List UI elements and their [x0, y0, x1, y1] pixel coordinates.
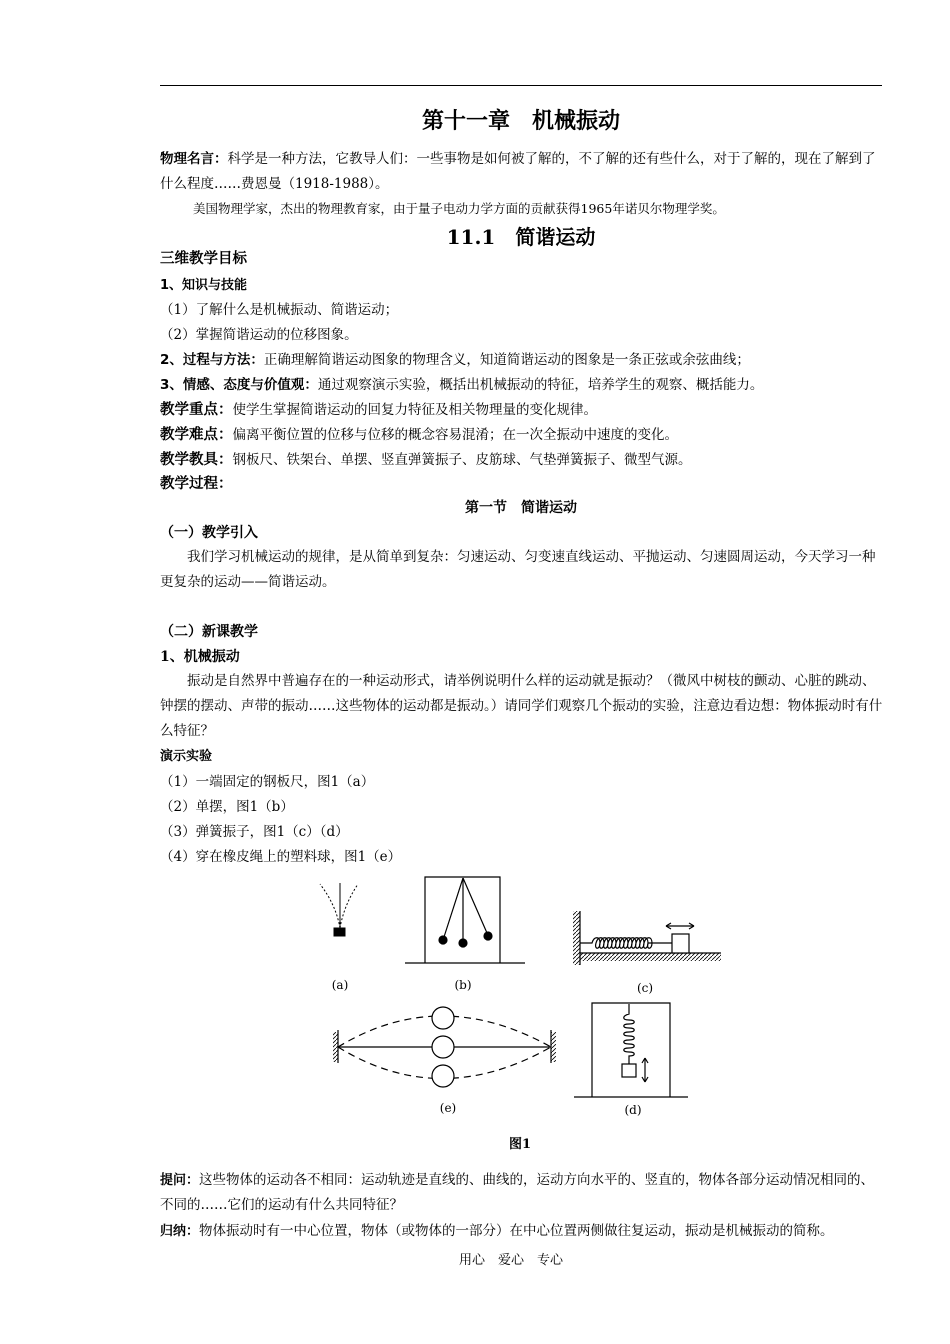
section-title: 11.1 简谐运动	[446, 225, 596, 249]
figure-b-pendulum	[405, 877, 525, 963]
quote-label: 物理名言：	[160, 151, 228, 167]
figure-c-horizontal-spring	[573, 911, 721, 965]
intro-heading: （一）教学引入	[160, 525, 258, 541]
summary-text: 物体振动时有一中心位置，物体（或物体的一部分）在中心位置两侧做往复运动，振动是机械振动的简称。	[199, 1223, 834, 1239]
demo-item-2: （2）单摆，图1（b）	[160, 799, 294, 815]
mech-vibration-heading: 1、机械振动	[160, 649, 240, 665]
teaching-key-text: 使学生掌握简谐运动的回复力特征及相关物理量的变化规律。	[232, 402, 597, 418]
emotion-goal-text: 通过观察演示实验，概括出机械振动的特征，培养学生的观察、概括能力。	[317, 377, 764, 393]
quote-text: 科学是一种方法，它教导人们：一些事物是如何被了解的，不了解的还有些什么，对于了解的，现在了解到了什么程度……费恩曼（1918-1988）。	[160, 151, 876, 192]
goal-item-1: （1）了解什么是机械振动、简谐运动；	[160, 302, 399, 318]
page-footer: 用心 爱心 专心	[458, 1253, 563, 1268]
teaching-process-heading: 教学过程：	[160, 475, 233, 492]
process-goal-label: 2、过程与方法：	[160, 352, 264, 368]
summary-label: 归纳：	[160, 1224, 200, 1239]
figure-caption: 图1	[508, 1137, 532, 1152]
figure-d-label: (d)	[624, 1103, 642, 1117]
new-lesson-heading: （二）新课教学	[160, 624, 258, 640]
demo-item-1: （1）一端固定的钢板尺，图1（a）	[160, 774, 375, 790]
demo-heading: 演示实验	[160, 749, 213, 764]
knowledge-heading: 1、知识与技能	[160, 278, 248, 293]
summary-paragraph	[160, 1219, 834, 1239]
figure-b-label: (b)	[454, 978, 472, 992]
intro-text: 我们学习机械运动的规律，是从简单到复杂：匀速运动、匀变速直线运动、平抛运动、匀速圆周运动，今天学习一种更复杂的运动——简谐运动。	[160, 549, 876, 590]
goals-heading: 三维教学目标	[160, 250, 247, 267]
question-text: 这些物体的运动各不相同：运动轨迹是直线的、曲线的，运动方向水平的、竖直的，物体各部分运动情况相同的、不同的……它们的运动有什么共同特征？	[160, 1172, 875, 1213]
figure-d-vertical-spring	[574, 1003, 688, 1097]
teaching-key-label: 教学重点：	[160, 401, 233, 418]
figure-e-label: (e)	[439, 1101, 457, 1115]
figure-a-label: (a)	[331, 978, 349, 992]
process-goal-text: 正确理解简谐运动图象的物理含义，知道简谐运动的图象是一条正弦或余弦曲线；	[263, 352, 750, 368]
teaching-difficulty-label: 教学难点：	[160, 426, 233, 443]
chapter-title: 第十一章 机械振动	[421, 108, 620, 134]
figure-e-rubber-band-ball	[333, 1007, 556, 1087]
question-label: 提问：	[160, 1173, 200, 1188]
teaching-tools-label: 教学教具：	[160, 451, 233, 468]
emotion-goal-label: 3、情感、态度与价值观：	[160, 377, 318, 393]
teaching-difficulty-text: 偏离平衡位置的位移与位移的概念容易混淆；在一次全振动中速度的变化。	[232, 427, 678, 443]
subsection-title: 第一节 简谐运动	[465, 500, 577, 516]
mech-vibration-text: 振动是自然界中普遍存在的一种运动形式，请举例说明什么样的运动就是振动？（微风中树枝的颤动、心脏的跳动、钟摆的摆动、声带的振动……这些物体的运动都是振动。）请同学们观察几个振动的实验，注意边看边想：物体振动时有什么特征？	[160, 673, 883, 739]
demo-item-4: （4）穿在橡皮绳上的塑料球，图1（e）	[160, 849, 402, 865]
teaching-tools-text: 钢板尺、铁架台、单摆、竖直弹簧振子、皮筋球、气垫弹簧振子、微型气源。	[232, 452, 692, 468]
figure-a-steel-ruler	[320, 883, 358, 936]
figure-c-label: (c)	[636, 981, 654, 995]
quote-note: 美国物理学家，杰出的物理教育家，由于量子电动力学方面的贡献获得1965年诺贝尔物理学奖。	[193, 201, 725, 216]
question-paragraph	[160, 1168, 884, 1218]
goal-item-2: （2）掌握简谐运动的位移图象。	[160, 327, 358, 343]
demo-item-3: （3）弹簧振子，图1（c）（d）	[160, 824, 349, 840]
